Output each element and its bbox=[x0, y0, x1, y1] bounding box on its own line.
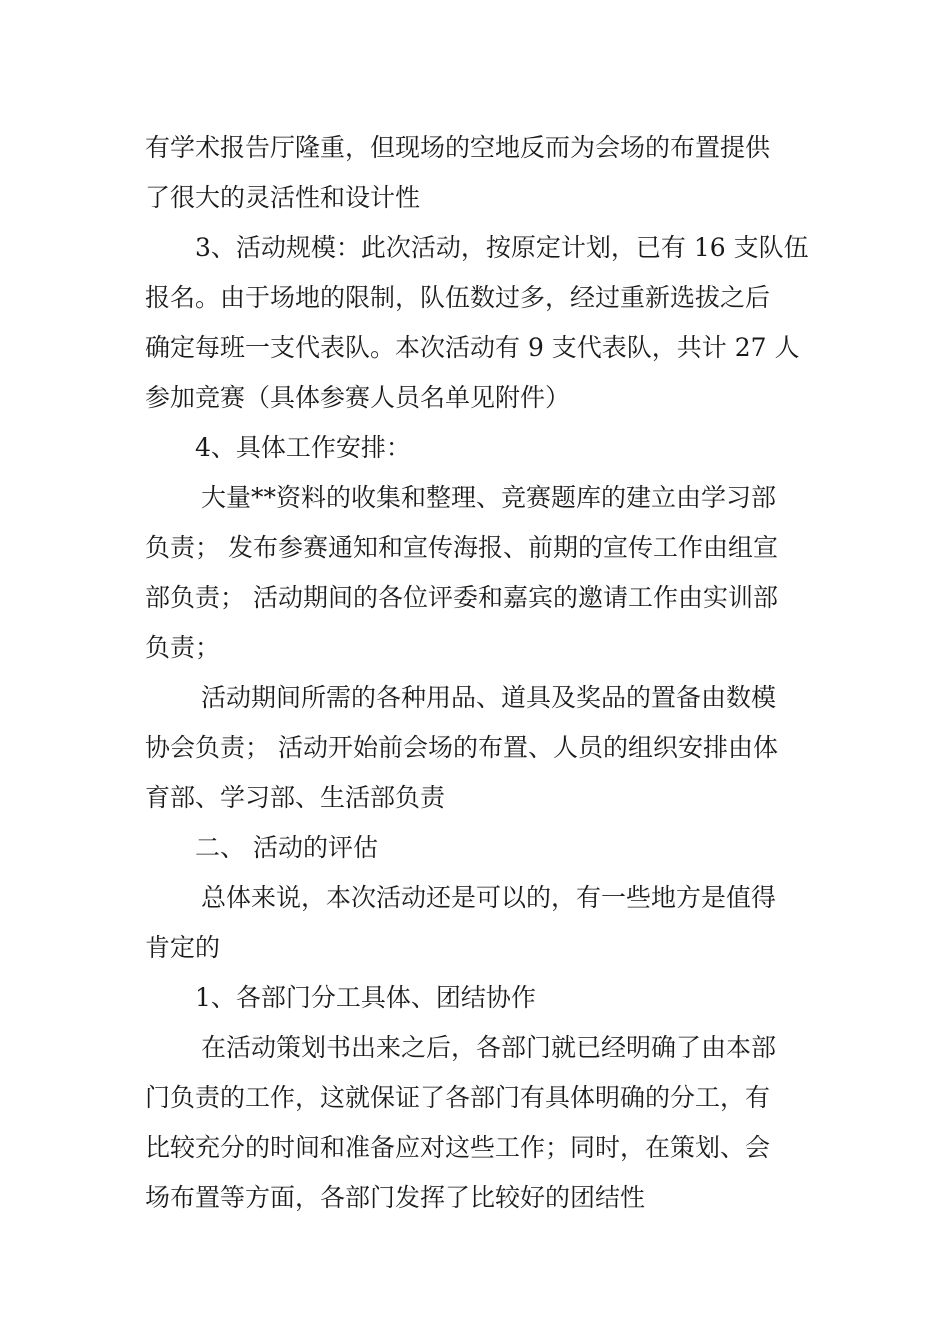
text-line: 负责； bbox=[145, 633, 221, 662]
text-line: 在活动策划书出来之后，各部门就已经明确了由本部 bbox=[201, 1033, 777, 1062]
text-line: 肯定的 bbox=[145, 933, 221, 962]
text-line: 大量**资料的收集和整理、竞赛题库的建立由学习部 bbox=[201, 483, 777, 512]
text-line: 4、具体工作安排： bbox=[195, 433, 411, 462]
text-line: 部负责； 活动期间的各位评委和嘉宾的邀请工作由实训部 bbox=[145, 583, 778, 612]
text-line: 了很大的灵活性和设计性 bbox=[145, 183, 421, 212]
text-line: 场布置等方面，各部门发挥了比较好的团结性 bbox=[145, 1183, 646, 1212]
text-line: 育部、学习部、生活部负责 bbox=[145, 783, 446, 812]
text-line: 1、各部门分工具体、团结协作 bbox=[195, 983, 536, 1012]
text-line: 负责； 发布参赛通知和宣传海报、前期的宣传工作由组宣 bbox=[145, 533, 778, 562]
text-line: 确定每班一支代表队。本次活动有 9 支代表队，共计 27 人 bbox=[145, 333, 800, 362]
text-line: 总体来说，本次活动还是可以的，有一些地方是值得 bbox=[201, 883, 777, 912]
text-line: 活动期间所需的各种用品、道具及奖品的置备由数模 bbox=[201, 683, 777, 712]
text-line: 3、活动规模：此次活动，按原定计划，已有 16 支队伍 bbox=[195, 233, 809, 262]
text-line: 有学术报告厅隆重，但现场的空地反而为会场的布置提供 bbox=[145, 133, 771, 162]
text-line: 比较充分的时间和准备应对这些工作；同时，在策划、会 bbox=[145, 1133, 771, 1162]
text-line: 协会负责； 活动开始前会场的布置、人员的组织安排由体 bbox=[145, 733, 778, 762]
text-line: 报名。由于场地的限制，队伍数过多，经过重新选拔之后 bbox=[145, 283, 771, 312]
document-body bbox=[145, 123, 810, 1223]
text-line: 参加竞赛（具体参赛人员名单见附件） bbox=[145, 383, 571, 412]
text-line: 门负责的工作，这就保证了各部门有具体明确的分工，有 bbox=[145, 1083, 771, 1112]
text-line: 二、 活动的评估 bbox=[195, 833, 378, 862]
